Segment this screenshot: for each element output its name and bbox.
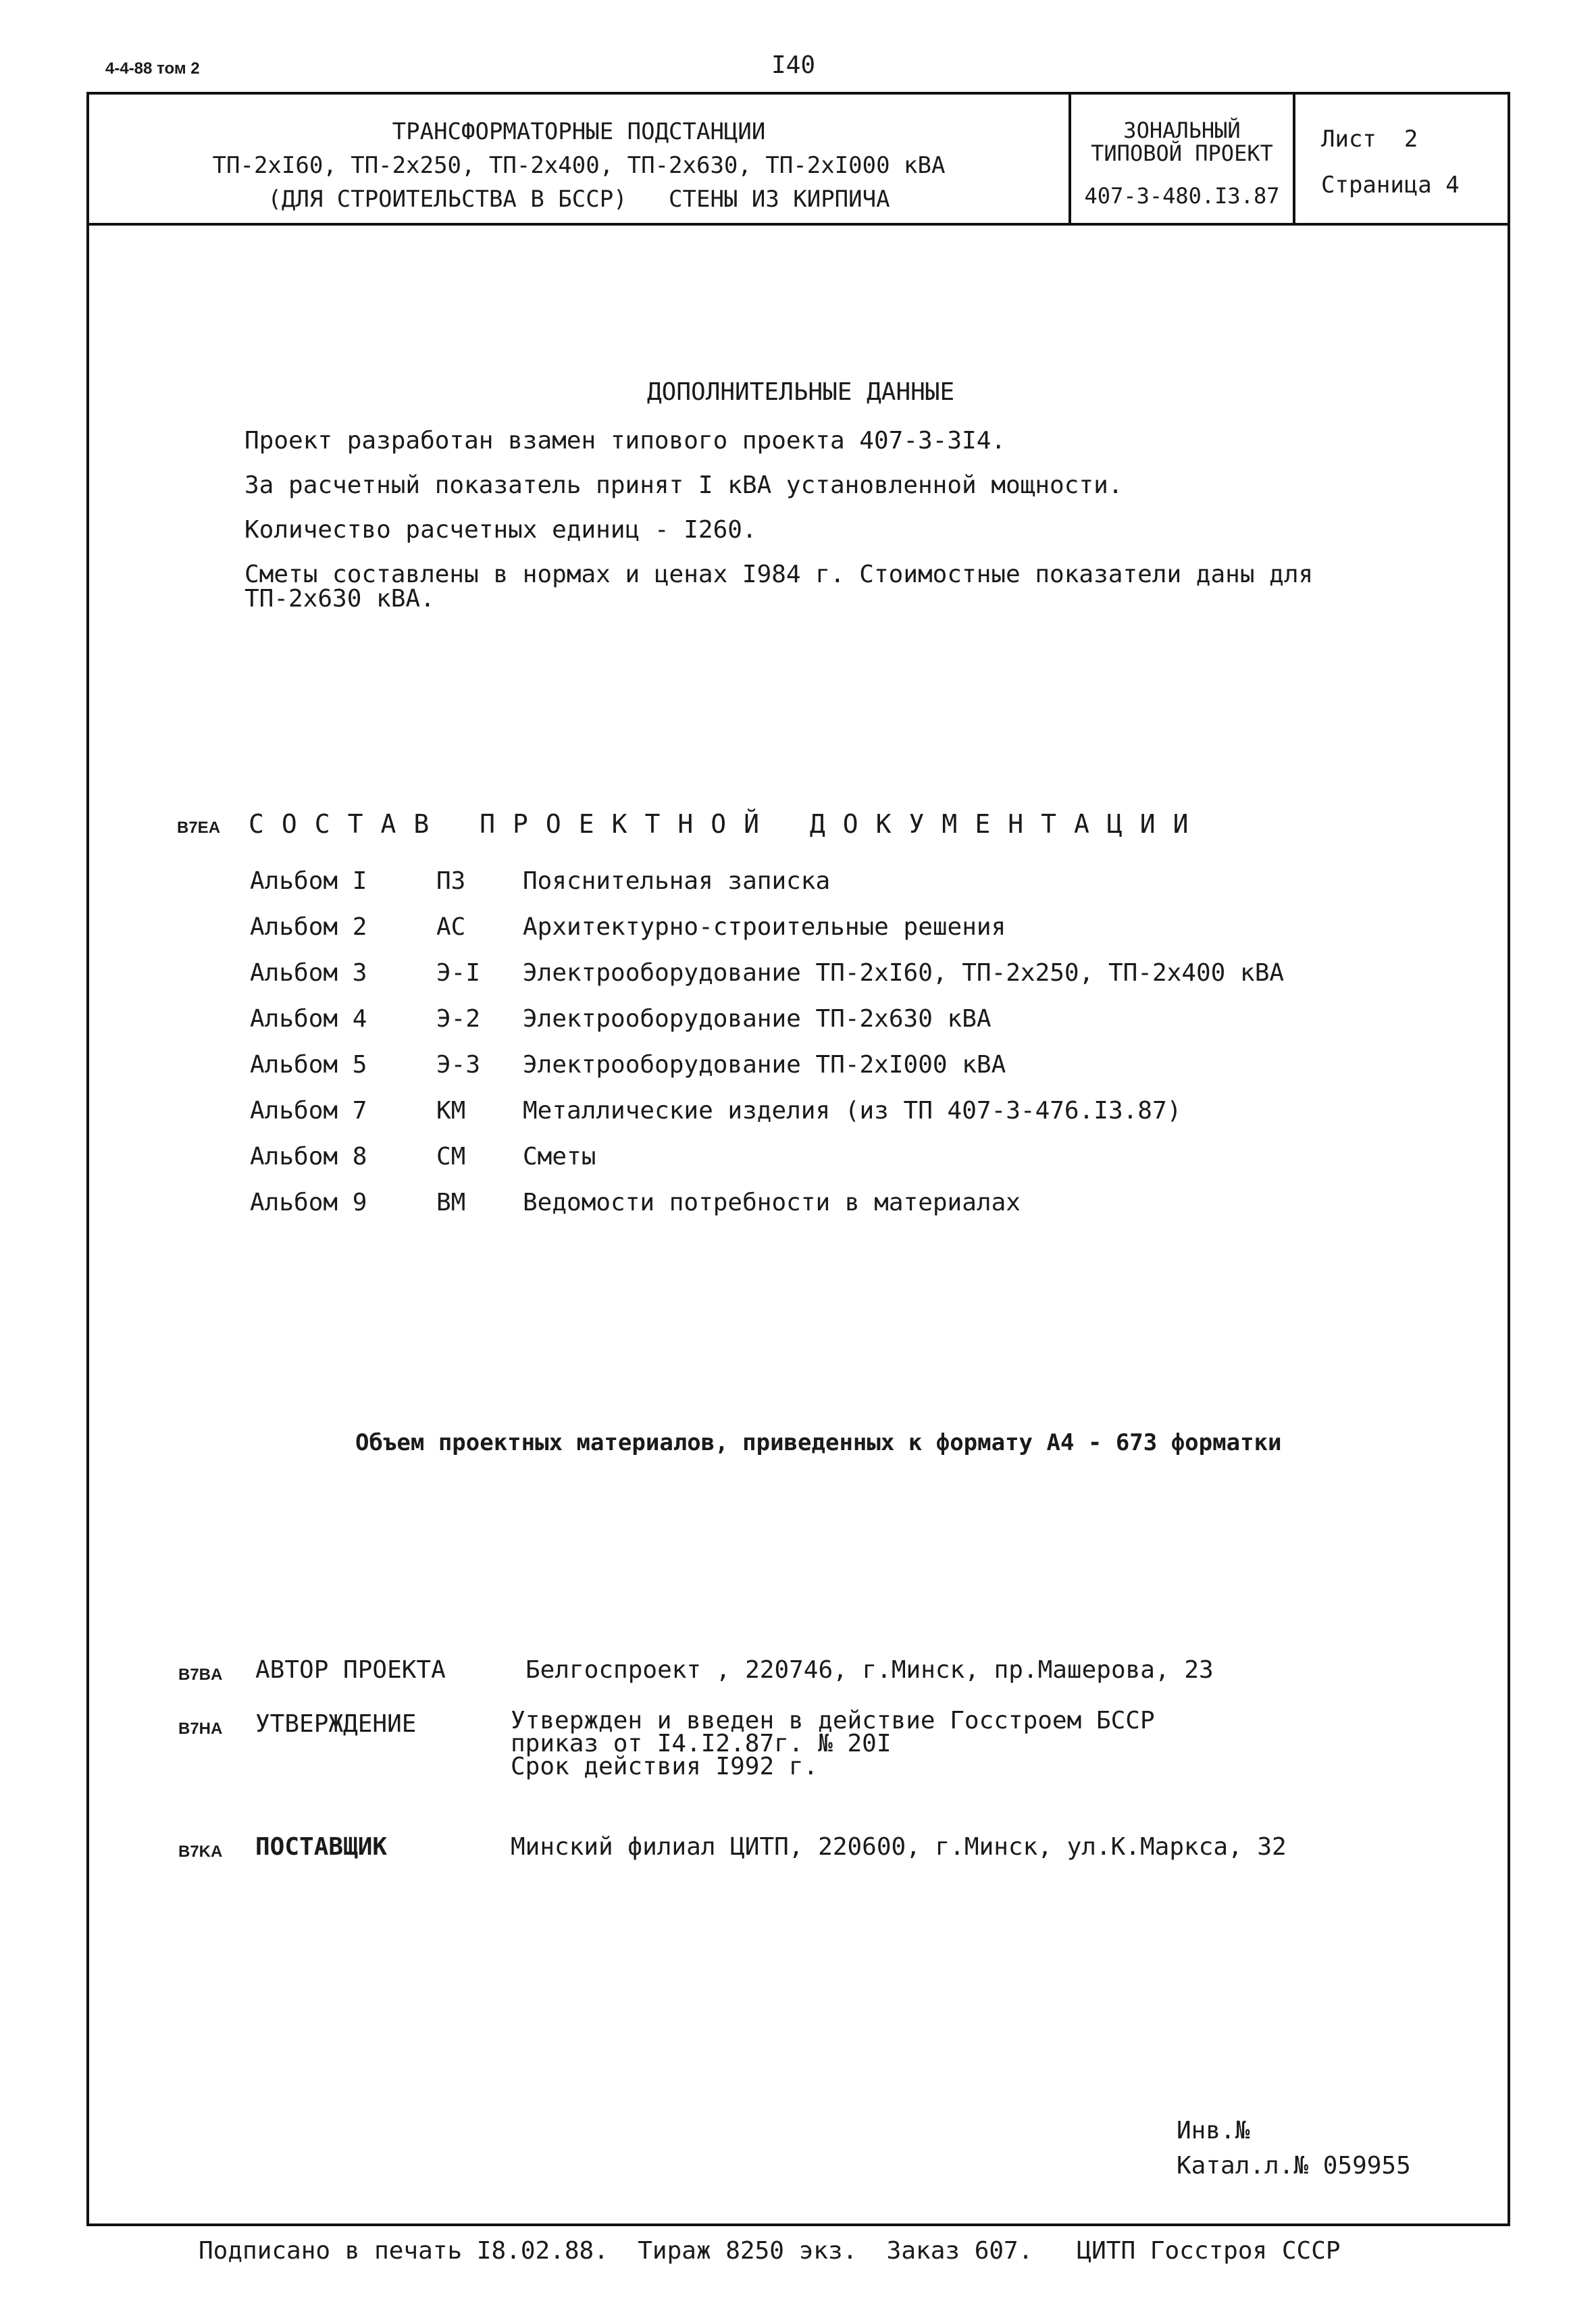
album-title: Электрооборудование ТП-2хI000 кВА <box>523 1051 1006 1079</box>
album-code: СМ <box>436 1143 466 1171</box>
supplier-label: ПОСТАВЩИК <box>255 1833 388 1861</box>
album-code: Э-I <box>436 959 481 987</box>
author-code: B7BA <box>178 1666 223 1684</box>
page-label: Страница 4 <box>1321 172 1460 199</box>
album-code: Э-2 <box>436 1005 481 1033</box>
album-number: Альбом 8 <box>250 1143 367 1171</box>
zone-label: ЗОНАЛЬНЫЙ <box>1123 118 1241 143</box>
album-number: Альбом 3 <box>250 959 367 987</box>
album-title: Металлические изделия (из ТП 407-3-476.I3.87) <box>523 1097 1182 1125</box>
author-value: Белгоспроект , 220746, г.Минск, пр.Машерова, 23 <box>525 1656 1214 1684</box>
header-title-line-2: ТП-2хI60, ТП-2х250, ТП-2х400, ТП-2х630, ТП-2хI000 кВА <box>212 152 946 179</box>
album-code: АС <box>436 913 466 941</box>
project-code: 407-3-480.I3.87 <box>1084 183 1280 209</box>
approval-line-1: Утвержден и введен в действие Госстроем БССР <box>511 1707 1155 1734</box>
additional-line-3: Количество расчетных единиц - I260. <box>244 516 757 544</box>
album-title: Электрооборудование ТП-2х630 кВА <box>523 1005 992 1033</box>
header-divider <box>86 223 1510 226</box>
type-project-label: ТИПОВОЙ ПРОЕКТ <box>1091 140 1273 166</box>
header-title <box>89 92 1069 223</box>
additional-line-1: Проект разработан взамен типового проекта 407-3-3I4. <box>244 427 1006 455</box>
approval-line-3: Срок действия I992 г. <box>511 1753 819 1780</box>
supplier-code: B7KA <box>178 1843 223 1861</box>
composition-heading: СОСТАВ ПРОЕКТНОЙ ДОКУМЕНТАЦИИ <box>249 809 1206 839</box>
album-code: КМ <box>436 1097 466 1125</box>
print-footer: Подписано в печать I8.02.88. Тираж 8250 экз. Заказ 607. ЦИТП Госстроя СССР <box>199 2237 1341 2265</box>
album-code: ВМ <box>436 1189 466 1216</box>
additional-heading: ДОПОЛНИТЕЛЬНЫЕ ДАННЫЕ <box>647 378 955 406</box>
album-number: Альбом I <box>250 867 367 895</box>
album-title: Пояснительная записка <box>523 867 831 895</box>
sheet-number: Лист 2 <box>1321 126 1418 153</box>
album-title: Ведомости потребности в материалах <box>523 1189 1021 1216</box>
album-number: Альбом 2 <box>250 913 367 941</box>
approval-label: УТВЕРЖДЕНИЕ <box>255 1710 417 1738</box>
page-number: I40 <box>771 51 816 79</box>
catalog-number: Катал.л.№ 059955 <box>1177 2152 1411 2180</box>
album-code: Э-3 <box>436 1051 481 1079</box>
approval-line-2: приказ от I4.I2.87г. № 20I <box>511 1730 892 1757</box>
volume-label: 4-4-88 том 2 <box>105 59 200 78</box>
header-title-line-1: ТРАНСФОРМАТОРНЫЕ ПОДСТАНЦИИ <box>392 118 766 145</box>
album-number: Альбом 7 <box>250 1097 367 1125</box>
album-code: ПЗ <box>436 867 466 895</box>
album-number: Альбом 4 <box>250 1005 367 1033</box>
album-number: Альбом 5 <box>250 1051 367 1079</box>
additional-line-4: Сметы составлены в нормах и ценах I984 г. Стоимостные показатели даны для <box>244 561 1314 588</box>
supplier-value: Минский филиал ЦИТП, 220600, г.Минск, ул.К.Маркса, 32 <box>511 1833 1287 1861</box>
zone-project-cell <box>1071 92 1293 223</box>
inventory-number: Инв.№ <box>1177 2117 1250 2144</box>
author-label: АВТОР ПРОЕКТА <box>255 1656 446 1684</box>
composition-code: B7EA <box>177 819 221 837</box>
album-number: Альбом 9 <box>250 1189 367 1216</box>
additional-line-5: ТП-2х630 кВА. <box>244 585 435 613</box>
album-title: Сметы <box>523 1143 596 1171</box>
header-title-line-3: (ДЛЯ СТРОИТЕЛЬСТВА В БССР) СТЕНЫ ИЗ КИРПИЧА <box>267 186 890 213</box>
additional-line-2: За расчетный показатель принят I кВА установленной мощности. <box>244 471 1123 499</box>
approval-code: B7HA <box>178 1720 223 1738</box>
album-title: Архитектурно-строительные решения <box>523 913 1006 941</box>
volume-line: Объем проектных материалов, приведенных к формату А4 - 673 форматки <box>355 1429 1282 1456</box>
sheet-cell <box>1295 92 1510 223</box>
album-title: Электрооборудование ТП-2хI60, ТП-2х250, ТП-2х400 кВА <box>523 959 1285 987</box>
